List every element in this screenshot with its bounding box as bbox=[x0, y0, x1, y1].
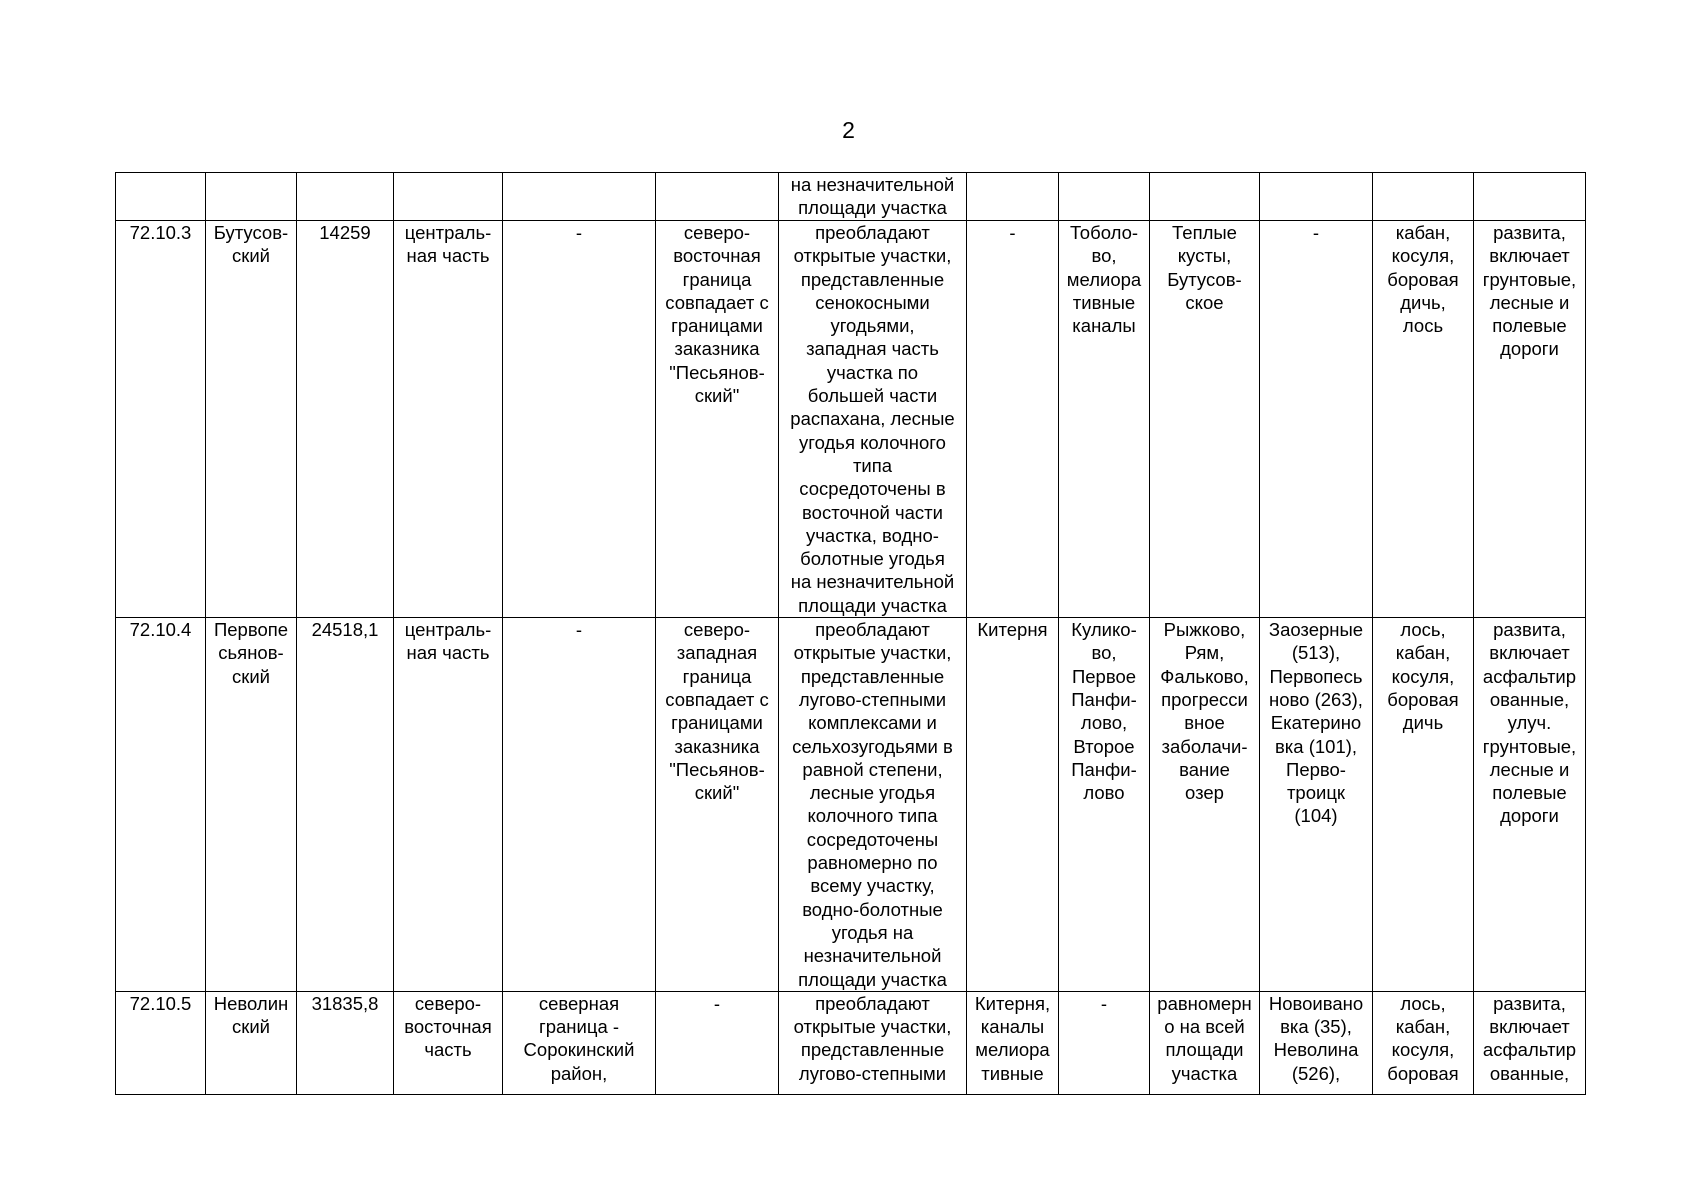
cell-lakes: - bbox=[1059, 991, 1150, 1094]
cell-borders-districts: - bbox=[503, 221, 656, 618]
cell-soil bbox=[779, 173, 967, 221]
cell-swamps: Рыжково, Рям, Фальково, прогресси вное заболачи- вание озер bbox=[1150, 618, 1260, 992]
cell-animals bbox=[1373, 173, 1474, 221]
cell-area: 14259 bbox=[297, 221, 394, 618]
cell-borders-districts bbox=[503, 173, 656, 221]
cell-roads bbox=[1474, 173, 1586, 221]
cell-rivers: Китерня, каналы мелиора тивные bbox=[967, 991, 1059, 1094]
cell-lakes: Тоболо- во, мелиора тивные каналы bbox=[1059, 221, 1150, 618]
soil-text: на незначительной площади участка bbox=[790, 174, 955, 219]
continuation-row bbox=[116, 173, 1586, 221]
table-row bbox=[116, 618, 1586, 992]
cell-area: 24518,1 bbox=[297, 618, 394, 992]
cell-location bbox=[394, 173, 503, 221]
cell-settlements: Новоивано вка (35), Неволина (526), bbox=[1260, 991, 1373, 1094]
cell-code bbox=[116, 173, 206, 221]
cell-rivers bbox=[967, 173, 1059, 221]
cell-settlements: Заозерные (513), Первопесь ново (263), Екатерино вка (101), Перво- троицк (104) bbox=[1260, 618, 1373, 992]
cell-swamps bbox=[1150, 173, 1260, 221]
cell-lakes bbox=[1059, 173, 1150, 221]
cell-borders-reserves bbox=[656, 173, 779, 221]
cell-borders-reserves: северо- восточная граница совпадает с границами заказника "Песьянов- ский" bbox=[656, 221, 779, 618]
cell-swamps: Теплые кусты, Бутусов- ское bbox=[1150, 221, 1260, 618]
cell-area: 31835,8 bbox=[297, 991, 394, 1094]
hunting-grounds-table bbox=[115, 172, 1586, 1095]
cell-name: Бутусов- ский bbox=[206, 221, 297, 618]
cell-name: Неволин ский bbox=[206, 991, 297, 1094]
table-row bbox=[116, 991, 1586, 1094]
cell-lakes: Кулико- во, Первое Панфи- лово, Второе Панфи- лово bbox=[1059, 618, 1150, 992]
cell-name: Первопе сьянов- ский bbox=[206, 618, 297, 992]
cell-soil: преобладают открытые участки, представленные лугово-степными комплексами и сельхозугодьями в равной степени, лесные угодья колочного типа сосредоточены равномерно по всему участку, водно-болотные угодья на незначительной площади участка bbox=[779, 618, 967, 992]
cell-animals: лось, кабан, косуля, боровая bbox=[1373, 991, 1474, 1094]
cell-animals: лось, кабан, косуля, боровая дичь bbox=[1373, 618, 1474, 992]
cell-soil: преобладают открытые участки, представленные лугово-степными bbox=[779, 991, 967, 1094]
cell-settlements: - bbox=[1260, 221, 1373, 618]
cell-roads: развита, включает асфальтир ованные, улуч. грунтовые, лесные и полевые дороги bbox=[1474, 618, 1586, 992]
cell-name bbox=[206, 173, 297, 221]
table-row bbox=[116, 221, 1586, 618]
cell-code: 72.10.5 bbox=[116, 991, 206, 1094]
cell-borders-districts: северная граница - Сорокинский район, bbox=[503, 991, 656, 1094]
cell-rivers: Китерня bbox=[967, 618, 1059, 992]
cell-borders-districts: - bbox=[503, 618, 656, 992]
cell-soil: преобладают открытые участки, представленные сенокосными угодьями, западная часть участка по большей части распахана, лесные угодья колочного типа сосредоточены в восточной части участка, водно- болотные угодья на незначительной площади участка bbox=[779, 221, 967, 618]
cell-roads: развита, включает грунтовые, лесные и полевые дороги bbox=[1474, 221, 1586, 618]
cell-roads: развита, включает асфальтир ованные, bbox=[1474, 991, 1586, 1094]
cell-location: централь- ная часть bbox=[394, 221, 503, 618]
page-number: 2 bbox=[842, 117, 855, 143]
cell-area bbox=[297, 173, 394, 221]
cell-swamps: равномерн о на всей площади участка bbox=[1150, 991, 1260, 1094]
cell-borders-reserves: - bbox=[656, 991, 779, 1094]
cell-location: северо- восточная часть bbox=[394, 991, 503, 1094]
cell-location: централь- ная часть bbox=[394, 618, 503, 992]
cell-animals: кабан, косуля, боровая дичь, лось bbox=[1373, 221, 1474, 618]
cell-code: 72.10.3 bbox=[116, 221, 206, 618]
cell-borders-reserves: северо- западная граница совпадает с границами заказника "Песьянов- ский" bbox=[656, 618, 779, 992]
cell-rivers: - bbox=[967, 221, 1059, 618]
cell-settlements bbox=[1260, 173, 1373, 221]
cell-code: 72.10.4 bbox=[116, 618, 206, 992]
